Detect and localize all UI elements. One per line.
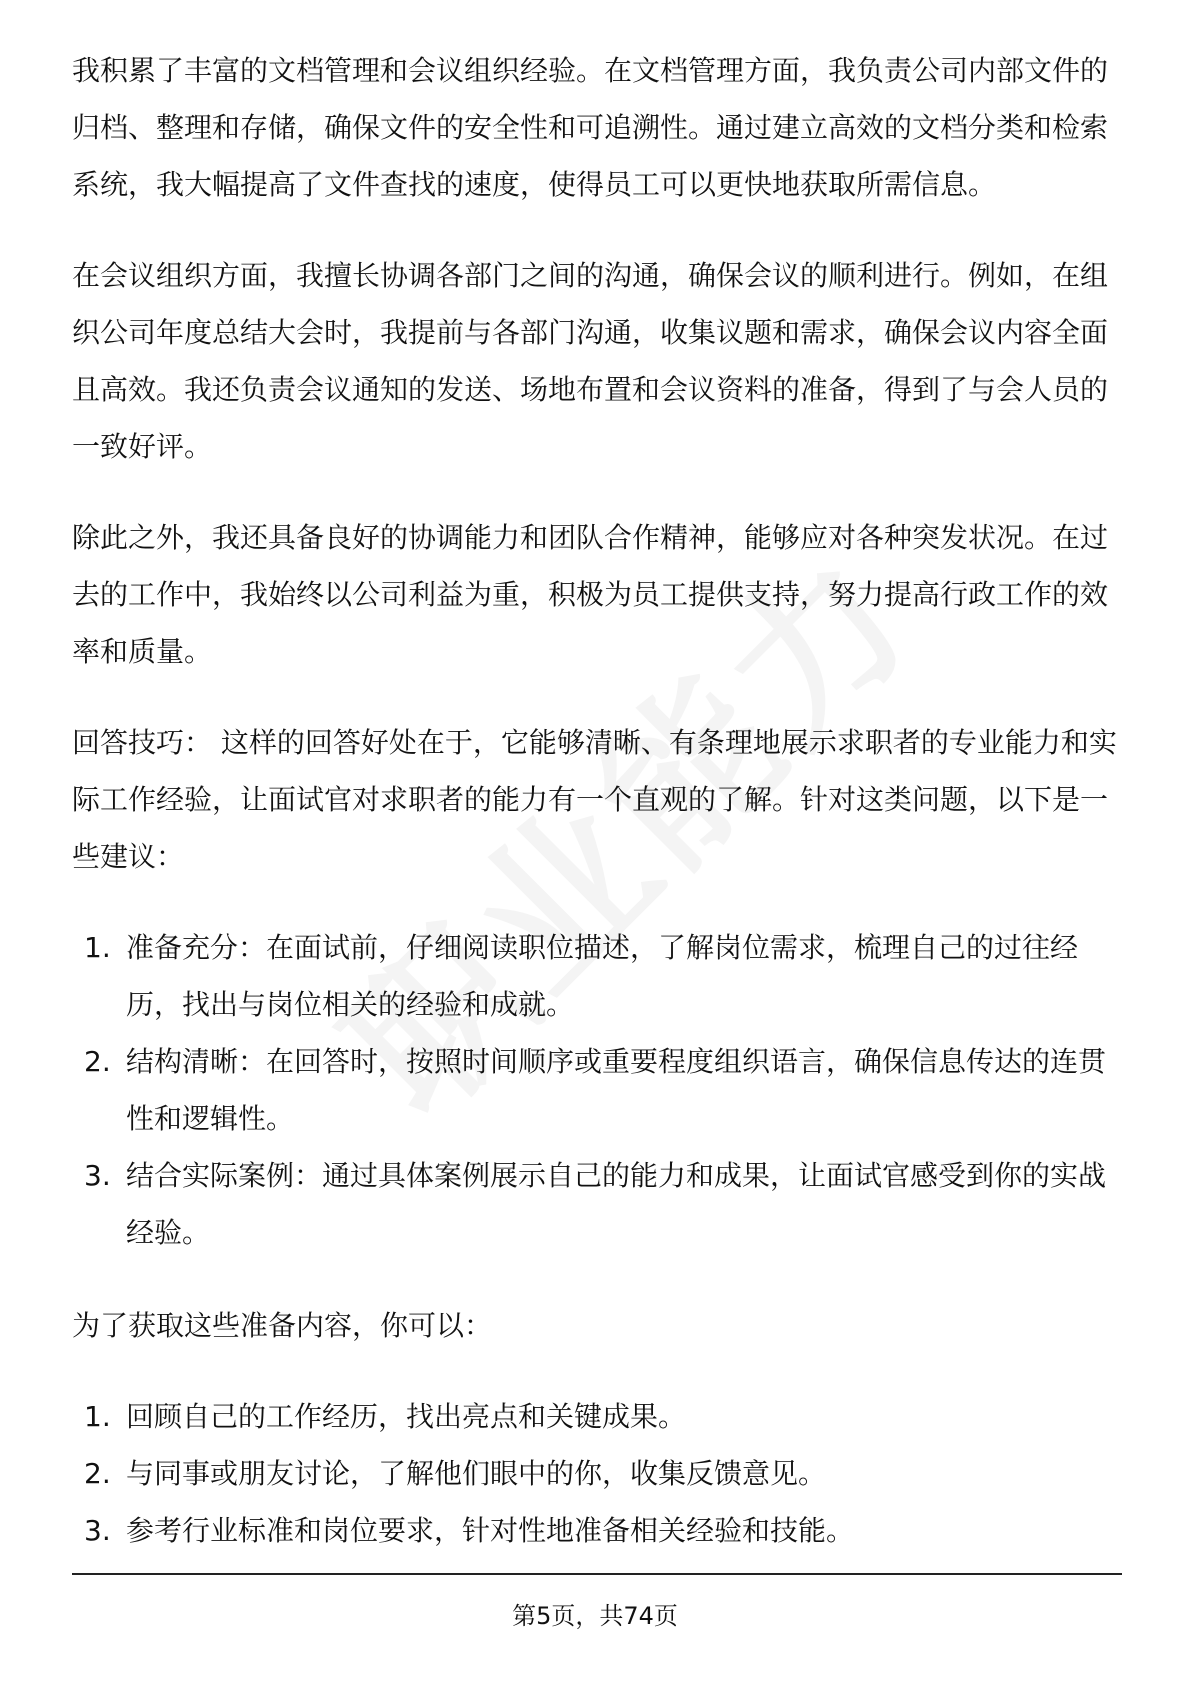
list-item bbox=[72, 1033, 1122, 1147]
list-number: 3. bbox=[84, 1159, 111, 1192]
list-item-text: 结构清晰：在回答时，按照时间顺序或重要程度组织语言，确保信息传达的连贯性和逻辑性。 bbox=[126, 1045, 1107, 1135]
paragraph-teamwork: 除此之外，我还具备良好的协调能力和团队合作精神，能够应对各种突发状况。在过去的工作中，我始终以公司利益为重，积极为员工提供支持，努力提高行政工作的效率和质量。 bbox=[72, 521, 1109, 668]
list-item bbox=[72, 1502, 1122, 1559]
list-item bbox=[72, 1147, 1122, 1261]
tips-list bbox=[72, 919, 1122, 1261]
list-item-text: 与同事或朋友讨论，了解他们眼中的你，收集反馈意见。 bbox=[126, 1457, 827, 1490]
list-item bbox=[72, 1445, 1122, 1502]
list-number: 3. bbox=[84, 1514, 111, 1547]
list-number: 2. bbox=[84, 1045, 111, 1078]
list-item bbox=[72, 1388, 1122, 1445]
page-number: 第5页，共74页 bbox=[512, 1602, 678, 1630]
list-number: 1. bbox=[84, 931, 111, 964]
paragraph-meeting-organization: 在会议组织方面，我擅长协调各部门之间的沟通，确保会议的顺利进行。例如，在组织公司年度总结大会时，我提前与各部门沟通，收集议题和需求，确保会议内容全面且高效。我还负责会议通知的发送、场地布置和会议资料的准备，得到了与会人员的一致好评。 bbox=[72, 259, 1109, 463]
paragraph-document-management: 我积累了丰富的文档管理和会议组织经验。在文档管理方面，我负责公司内部文件的归档、整理和存储，确保文件的安全性和可追溯性。通过建立高效的文档分类和检索系统，我大幅提高了文件查找的速度，使得员工可以更快地获取所需信息。 bbox=[72, 54, 1109, 201]
list-number: 1. bbox=[84, 1400, 111, 1433]
prep-list bbox=[72, 1388, 1122, 1559]
list-item-text: 准备充分：在面试前，仔细阅读职位描述，了解岗位需求，梳理自己的过往经历，找出与岗位相关的经验和成就。 bbox=[126, 931, 1079, 1021]
list-item-text: 回顾自己的工作经历，找出亮点和关键成果。 bbox=[126, 1400, 687, 1433]
paragraph-prep-intro: 为了获取这些准备内容，你可以： bbox=[72, 1309, 493, 1342]
list-item-text: 参考行业标准和岗位要求，针对性地准备相关经验和技能。 bbox=[126, 1514, 855, 1547]
document-body bbox=[72, 42, 1122, 1595]
list-item-text: 结合实际案例：通过具体案例展示自己的能力和成果，让面试官感受到你的实战经验。 bbox=[126, 1159, 1107, 1249]
paragraph-answer-tips: 回答技巧： 这样的回答好处在于，它能够清晰、有条理地展示求职者的专业能力和实际工作经验，让面试官对求职者的能力有一个直观的了解。针对这类问题，以下是一些建议： bbox=[72, 726, 1117, 873]
list-number: 2. bbox=[84, 1457, 111, 1490]
list-item bbox=[72, 919, 1122, 1033]
